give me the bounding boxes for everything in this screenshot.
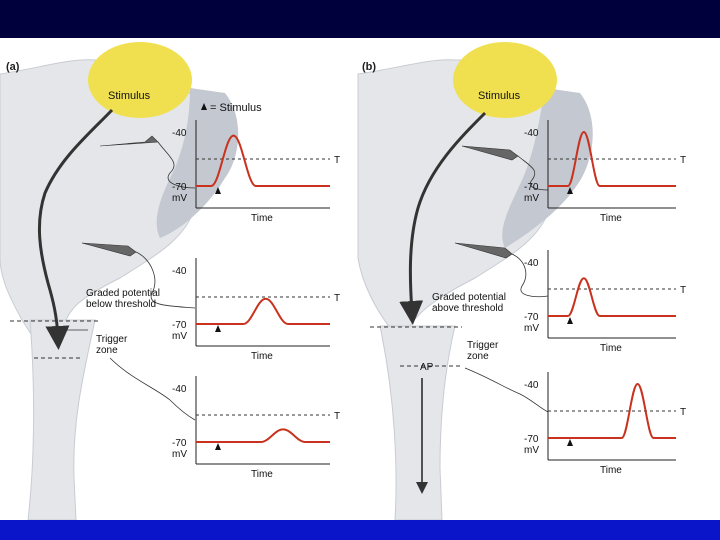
- threshold-label: T: [680, 155, 687, 166]
- membrane-potential-trace: [548, 278, 676, 316]
- unit-label: mV: [524, 193, 539, 204]
- label-line: Trigger: [96, 334, 128, 345]
- panel-a-label: (a): [6, 61, 20, 73]
- label-line: Graded potential: [86, 288, 160, 299]
- potential-graph-b-2: [524, 250, 686, 354]
- unit-label: mV: [172, 193, 187, 204]
- potential-graph-b-3: [524, 372, 686, 476]
- stimulus-marker: [567, 439, 573, 446]
- threshold-label: T: [680, 407, 687, 418]
- membrane-potential-trace: [196, 429, 330, 442]
- x-axis-label: Time: [251, 213, 273, 224]
- membrane-potential-trace: [196, 299, 330, 324]
- x-axis-label: Time: [600, 213, 622, 224]
- x-axis-label: Time: [600, 343, 622, 354]
- unit-label: mV: [172, 449, 187, 460]
- graphs-b: [524, 120, 686, 476]
- tick-label-top: -40: [172, 384, 187, 395]
- label-line: Graded potential: [432, 292, 506, 303]
- tick-label-bottom: -70: [524, 434, 539, 445]
- x-axis-label: Time: [600, 465, 622, 476]
- threshold-label: T: [334, 155, 341, 166]
- stimulus-blob-a: [88, 42, 192, 118]
- label-line: Trigger: [467, 340, 499, 351]
- label-line: zone: [96, 345, 118, 356]
- panel-b-label: (b): [362, 61, 377, 73]
- stimulus-legend-a: = Stimulus: [210, 102, 262, 114]
- threshold-label: T: [680, 285, 687, 296]
- axon-a: [28, 320, 95, 520]
- graded-potential-figure: [0, 38, 720, 520]
- tick-label-top: -40: [524, 258, 539, 269]
- x-axis-label: Time: [251, 469, 273, 480]
- axon-b: [380, 326, 455, 520]
- graded-note-b: [432, 292, 506, 314]
- stimulus-marker: [215, 443, 221, 450]
- label-line: below threshold: [86, 299, 157, 310]
- bottom-bar: [0, 520, 720, 540]
- graded-note-a: [86, 288, 160, 310]
- unit-label: mV: [172, 331, 187, 342]
- panel-b: [358, 42, 686, 520]
- threshold-label: T: [334, 411, 341, 422]
- x-axis-label: Time: [251, 351, 273, 362]
- trigger-label-b: [467, 340, 499, 362]
- panel-a: [0, 42, 340, 520]
- label-line: above threshold: [432, 303, 504, 314]
- tick-label-bottom: -70: [172, 320, 187, 331]
- tick-label-bottom: -70: [172, 182, 187, 193]
- tick-label-top: -40: [172, 128, 187, 139]
- stimulus-label-b: Stimulus: [478, 90, 521, 102]
- tick-label-bottom: -70: [172, 438, 187, 449]
- potential-graph-a-2: [172, 258, 340, 362]
- ap-label-b: AP: [420, 362, 434, 373]
- stimulus-marker: [567, 317, 573, 324]
- unit-label: mV: [524, 445, 539, 456]
- top-bar: [0, 0, 720, 38]
- stimulus-label-a: Stimulus: [108, 90, 151, 102]
- unit-label: mV: [524, 323, 539, 334]
- label-line: zone: [467, 351, 489, 362]
- tick-label-top: -40: [172, 266, 187, 277]
- trigger-label-a: [96, 334, 128, 356]
- tick-label-top: -40: [524, 128, 539, 139]
- tick-label-bottom: -70: [524, 182, 539, 193]
- threshold-label: T: [334, 293, 341, 304]
- potential-graph-b-1: [524, 120, 686, 224]
- potential-graph-a-3: [172, 376, 340, 480]
- tick-label-top: -40: [524, 380, 539, 391]
- stimulus-blob-b: [453, 42, 557, 118]
- stimulus-marker: [215, 325, 221, 332]
- tick-label-bottom: -70: [524, 312, 539, 323]
